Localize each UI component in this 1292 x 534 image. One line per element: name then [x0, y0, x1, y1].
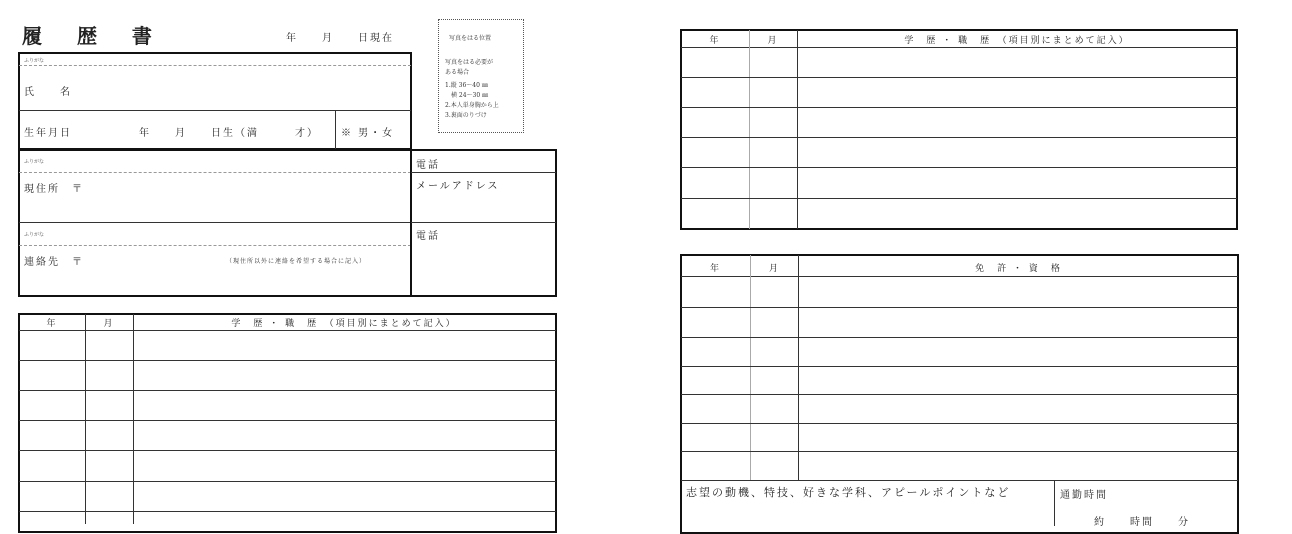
table-row[interactable] [681, 78, 1237, 107]
table-row[interactable] [681, 277, 1238, 307]
address-furigana-label: ふりがな [24, 159, 45, 165]
table-row[interactable] [681, 338, 1238, 366]
date-label: 年 月 日現在 [286, 33, 394, 44]
contact-note: （現住所以外に連絡を希望する場合に記入） [226, 258, 367, 265]
photo-line-3: 1.縦 36〜40 ㎜ [445, 82, 488, 89]
birthdate-label: 生年月日 [24, 128, 72, 139]
contact-address-field[interactable] [100, 264, 410, 294]
table-row[interactable] [19, 451, 556, 481]
photo-area[interactable] [438, 19, 524, 133]
history-right-header-content: 学 歴 ・ 職 歴 （項目別にまとめて記入） [904, 36, 1130, 46]
phone-label: 電話 [416, 160, 440, 171]
address-label: 現住所 〒 [24, 184, 84, 195]
contact-address-label: 連絡先 〒 [24, 257, 84, 268]
gender-select[interactable]: ※ 男・女 [341, 128, 395, 139]
table-row[interactable] [19, 331, 556, 360]
photo-line-2: ある場合 [445, 69, 470, 76]
email-field[interactable] [412, 192, 555, 221]
table-row[interactable] [19, 421, 556, 450]
table-row[interactable] [19, 391, 556, 420]
birthdate-fields[interactable]: 年 月 日生（満 才） [139, 128, 319, 139]
history-left-header-year: 年 [46, 319, 58, 329]
photo-title: 写真をはる位置 [449, 35, 492, 42]
document-title: 履 歴 書 [22, 24, 166, 48]
history-left-header-month: 月 [103, 319, 115, 329]
contact-furigana-label: ふりがな [24, 232, 45, 238]
commute-time-field[interactable]: 約 時間 分 [1094, 517, 1190, 528]
table-row[interactable] [681, 199, 1237, 228]
license-header-month: 月 [768, 264, 780, 274]
address-field[interactable] [100, 173, 410, 221]
name-field[interactable] [100, 66, 410, 110]
motivation-field[interactable] [681, 500, 1053, 522]
commute-label: 通勤時間 [1060, 490, 1108, 501]
table-row[interactable] [681, 108, 1237, 137]
table-row[interactable] [681, 452, 1238, 480]
table-row[interactable] [681, 395, 1238, 423]
photo-line-1: 写真をはる必要が [445, 59, 494, 66]
table-row[interactable] [681, 48, 1237, 77]
table-row[interactable] [19, 361, 556, 390]
name-furigana-label: ふりがな [24, 58, 45, 64]
license-header-year: 年 [709, 264, 721, 274]
table-row[interactable] [19, 512, 556, 522]
license-header-content: 免 許 ・ 資 格 [975, 264, 1062, 274]
photo-line-5: 2.本人単身胸から上 [445, 102, 499, 109]
table-row[interactable] [681, 424, 1238, 451]
name-label: 氏 名 [24, 87, 72, 98]
history-right-header-month: 月 [767, 36, 779, 46]
table-row[interactable] [681, 138, 1237, 167]
table-row[interactable] [681, 168, 1237, 198]
photo-line-4: 横 24〜30 ㎜ [445, 92, 489, 99]
table-row[interactable] [681, 308, 1238, 337]
table-row[interactable] [19, 482, 556, 511]
history-right-header-year: 年 [709, 36, 721, 46]
motivation-label: 志望の動機、特技、好きな学科、アピールポイントなど [686, 486, 1011, 499]
photo-line-6: 3.裏面のりづけ [445, 112, 487, 119]
contact-phone-label: 電話 [416, 231, 440, 242]
table-row[interactable] [681, 367, 1238, 394]
email-label: メールアドレス [416, 181, 500, 192]
history-left-header-content: 学 歴 ・ 職 歴 （項目別にまとめて記入） [231, 319, 457, 329]
